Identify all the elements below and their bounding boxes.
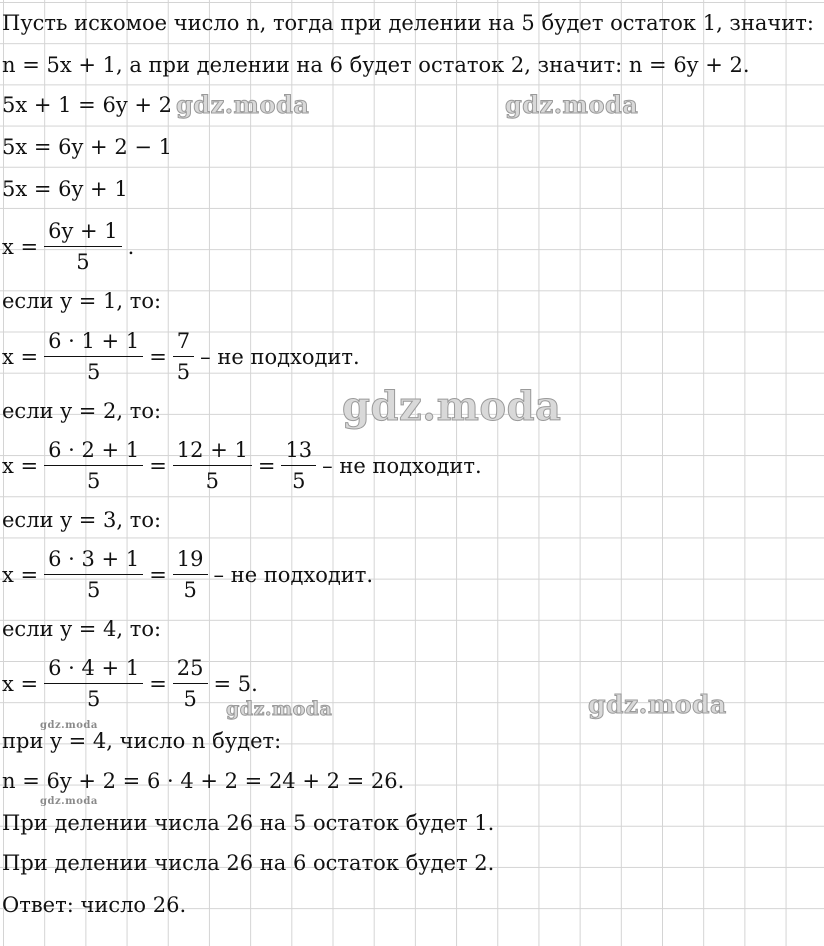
equals-sign: = [149, 671, 167, 696]
denominator: 5 [292, 469, 306, 493]
x-equals: x = [2, 344, 39, 369]
result-line-16: n = 6y + 2 = 6 · 4 + 2 = 24 + 2 = 26. [2, 769, 405, 793]
denominator: 5 [183, 578, 197, 602]
watermark-small: gdz.moda [40, 796, 98, 807]
fraction [281, 437, 316, 494]
fraction-line-12 [2, 546, 373, 603]
equation-line-3: 5x + 1 = 6y + 2 [2, 93, 172, 117]
x-equals: x = [2, 671, 39, 696]
case-y1-heading: если y = 1, то: [2, 289, 162, 313]
fraction [173, 328, 194, 385]
fraction [44, 218, 122, 275]
equation-line-5: 5x = 6y + 1 [2, 177, 128, 201]
fraction-line-8 [2, 328, 360, 385]
fraction [44, 328, 143, 385]
equals-sign: = [257, 453, 276, 478]
numerator: 6y + 1 [44, 218, 122, 247]
tail-text: = 5. [213, 671, 258, 696]
watermark: gdz.moda [588, 690, 727, 719]
watermark: gdz.moda [176, 90, 310, 119]
denominator: 5 [205, 469, 219, 493]
denominator: 5 [86, 360, 101, 384]
case-y4-heading: если y = 4, то: [2, 617, 162, 641]
watermark-small: gdz.moda [40, 720, 98, 731]
denominator: 5 [76, 250, 90, 274]
tail-text: – не подходит. [200, 344, 360, 369]
denominator: 5 [176, 360, 191, 384]
numerator: 12 + 1 [173, 437, 252, 466]
x-equals: x = [2, 562, 39, 587]
fraction [173, 655, 208, 712]
x-equals: x = [2, 234, 39, 259]
fraction-line-14 [2, 655, 258, 712]
text-line-2: n = 5x + 1, а при делении на 6 будет остаток 2, значит: n = 6y + 2. [2, 53, 750, 77]
check-line-17: При делении числа 26 на 5 остаток будет 1. [2, 811, 495, 835]
numerator: 6 · 3 + 1 [44, 546, 143, 575]
check-line-18: При делении числа 26 на 6 остаток будет 2. [2, 851, 495, 875]
case-y2-heading: если y = 2, то: [2, 399, 162, 423]
equation-line-4: 5x = 6y + 2 − 1 [2, 135, 172, 159]
tail-text: – не подходит. [213, 562, 374, 587]
fraction [44, 655, 143, 712]
equals-sign: = [149, 453, 167, 478]
numerator: 7 [173, 328, 194, 357]
watermark: gdz.moda [505, 90, 639, 119]
case-y3-heading: если y = 3, то: [2, 508, 162, 532]
watermark: gdz.moda [226, 698, 333, 720]
numerator: 6 · 2 + 1 [44, 437, 143, 466]
fraction [44, 437, 143, 494]
numerator: 6 · 1 + 1 [44, 328, 143, 357]
fraction [44, 546, 143, 603]
denominator: 5 [86, 687, 101, 711]
fraction-line-10 [2, 437, 482, 494]
fraction [173, 546, 208, 603]
fraction-line-6 [2, 218, 134, 275]
numerator: 25 [173, 655, 208, 684]
numerator: 19 [173, 546, 208, 575]
denominator: 5 [86, 578, 101, 602]
denominator: 5 [183, 687, 197, 711]
answer-line: Ответ: число 26. [2, 893, 187, 917]
tail-text: – не подходит. [322, 453, 482, 478]
fraction [173, 437, 252, 494]
result-line-15: при y = 4, число n будет: [2, 729, 282, 753]
equals-sign: = [149, 344, 167, 369]
denominator: 5 [86, 469, 101, 493]
tail-text: . [127, 234, 135, 259]
numerator: 6 · 4 + 1 [44, 655, 143, 684]
text-line-1: Пусть искомое число n, тогда при делении на 5 будет остаток 1, значит: [2, 11, 814, 35]
numerator: 13 [281, 437, 316, 466]
watermark: gdz.moda [342, 383, 562, 430]
x-equals: x = [2, 453, 39, 478]
equals-sign: = [149, 562, 167, 587]
